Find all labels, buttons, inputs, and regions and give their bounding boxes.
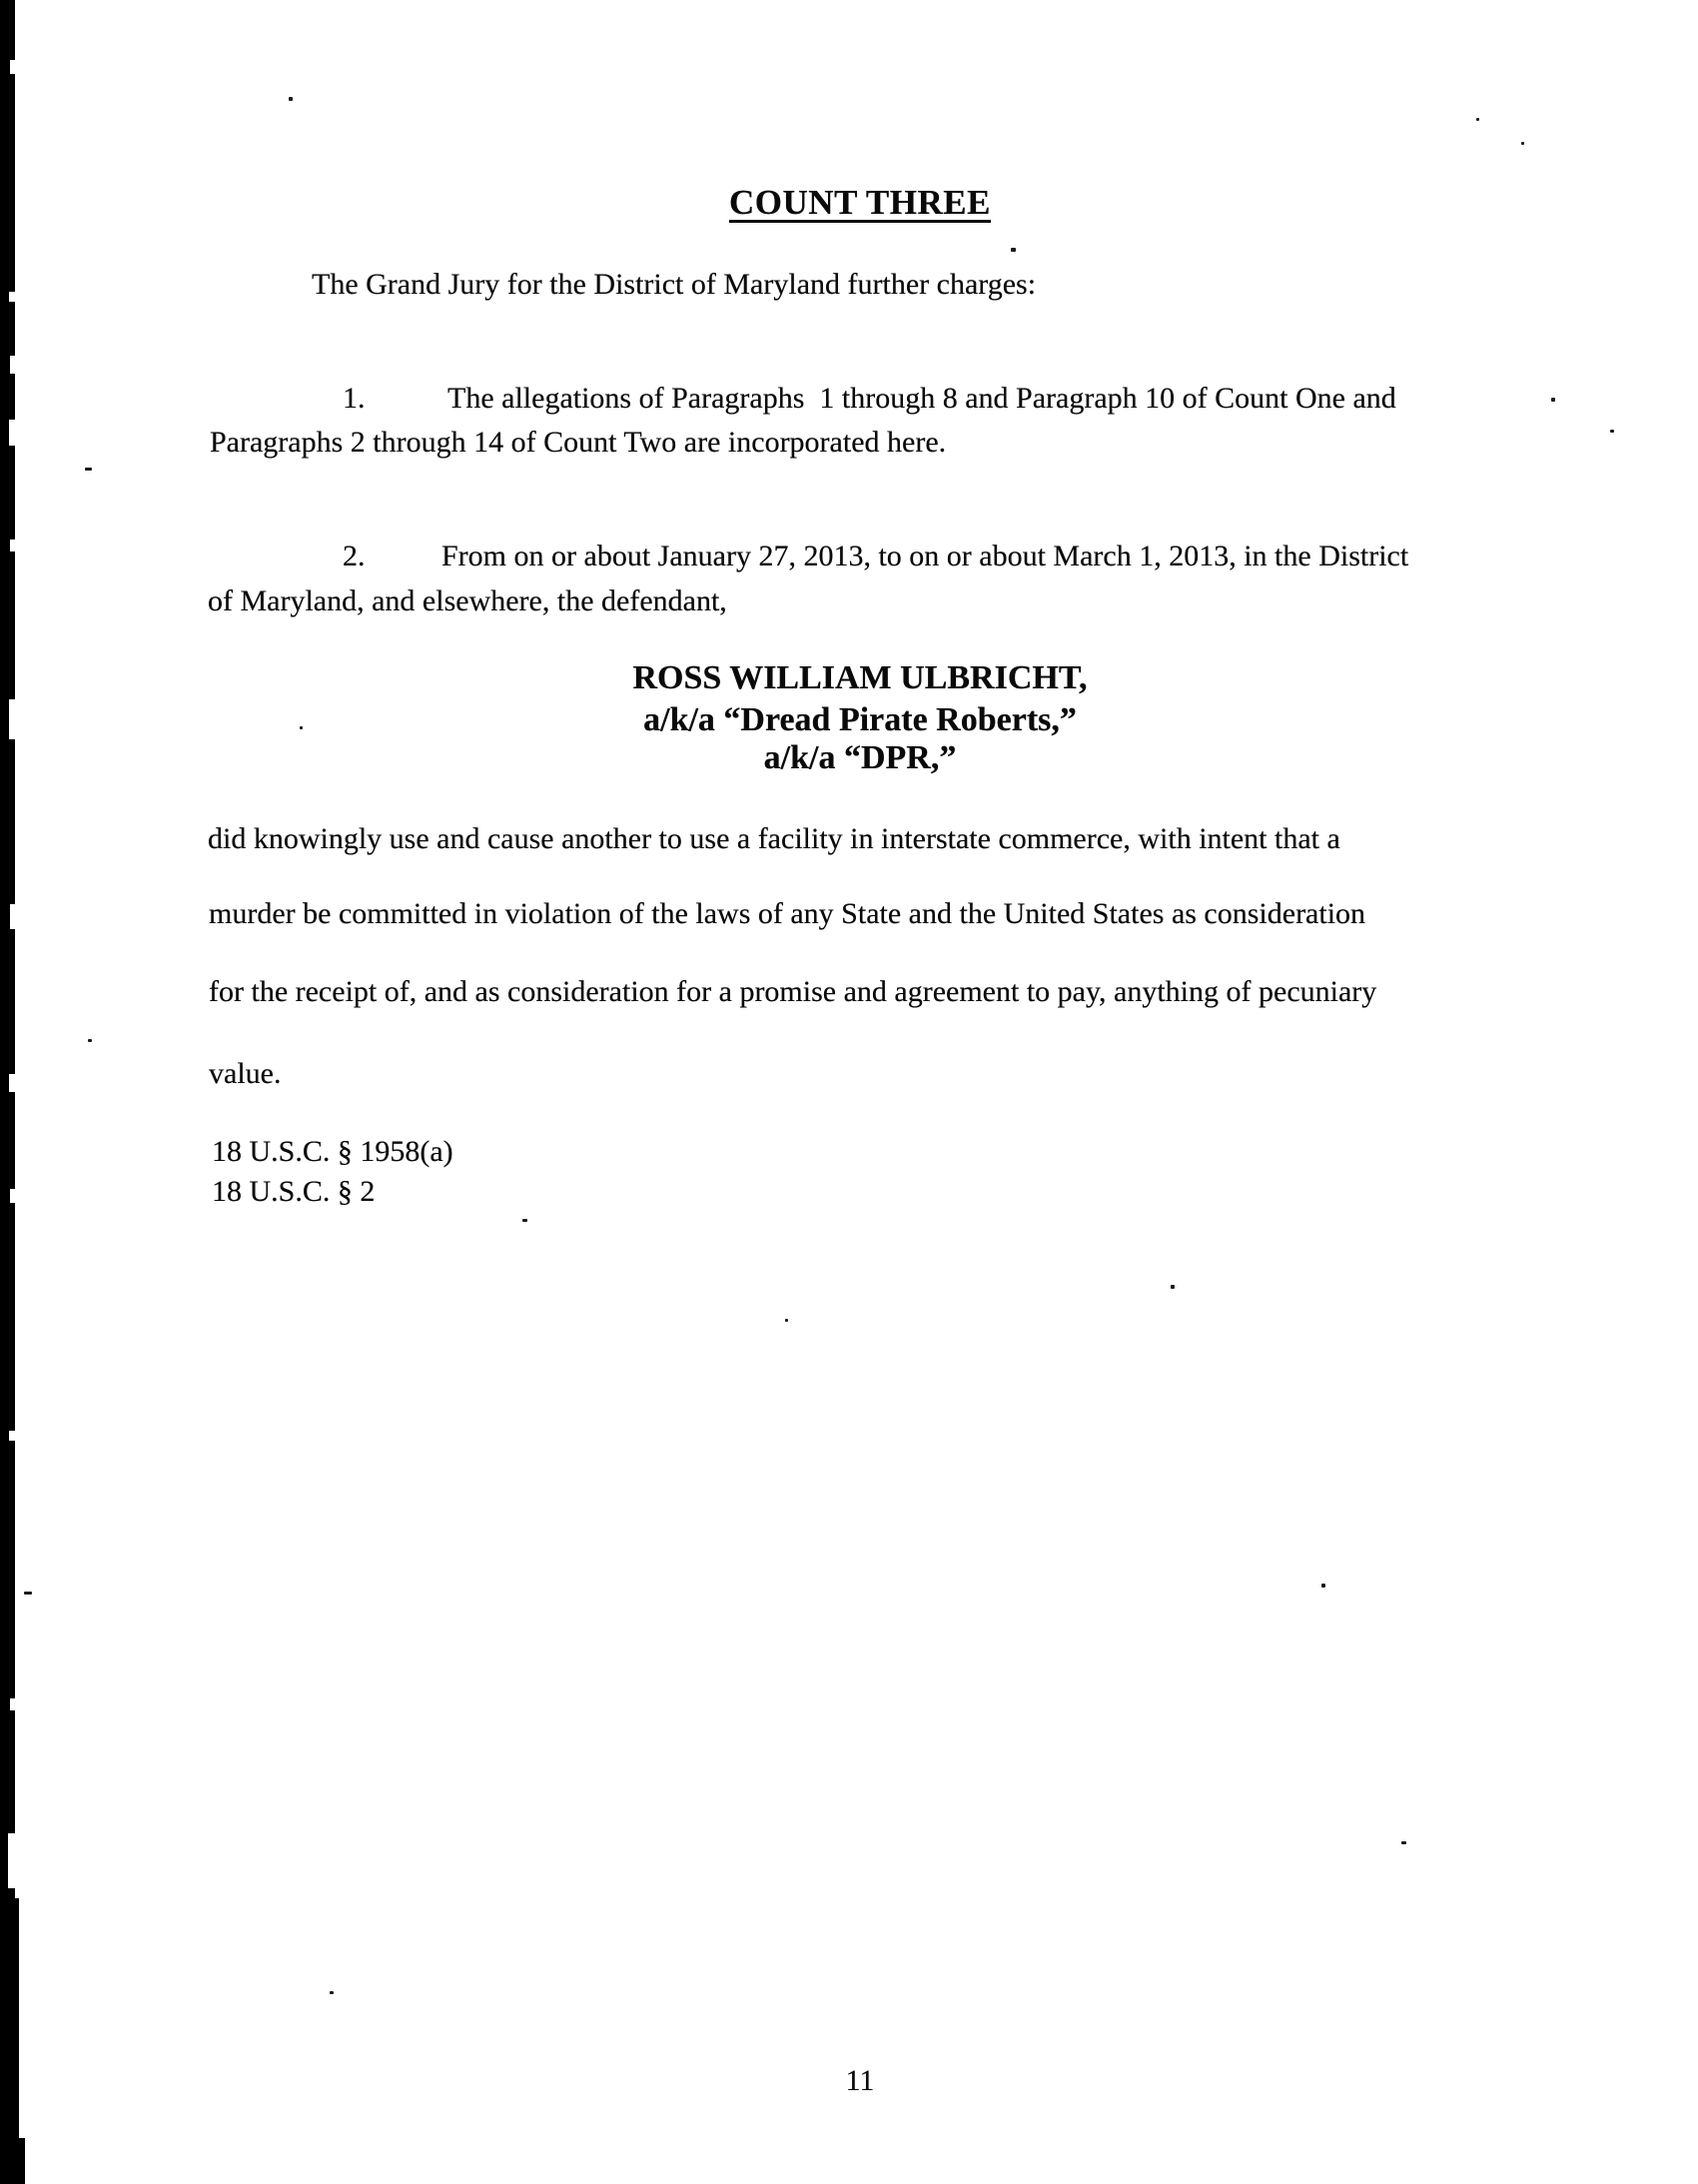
scan-band-notch	[10, 1189, 15, 1203]
scan-speck	[88, 1039, 92, 1042]
scan-speck	[1401, 1841, 1406, 1844]
defendant-alias-1: a/k/a “Dread Pirate Roberts,”	[643, 701, 1077, 738]
defendant-alias-2: a/k/a “DPR,”	[763, 739, 957, 776]
page-number: 11	[845, 2064, 875, 2097]
scan-speck	[1521, 142, 1524, 145]
charge-line-4: value.	[209, 1057, 282, 1090]
scan-band-notch	[10, 1698, 15, 1710]
paragraph-1-line-2: Paragraphs 2 through 14 of Count Two are incorporated here.	[210, 426, 947, 459]
scan-band-notch	[9, 1431, 15, 1441]
charge-line-3: for the receipt of, and as consideration for a promise and agreement to pay, anything of pecuniary	[209, 975, 1377, 1008]
scan-speck	[1551, 398, 1555, 402]
scan-speck	[300, 726, 303, 729]
grand-jury-intro: The Grand Jury for the District of Maryland further charges:	[312, 268, 1037, 301]
charge-line-2: murder be committed in violation of the laws of any State and the United States as consideration	[209, 897, 1366, 930]
scan-band-notch	[10, 540, 15, 551]
scan-speck	[1171, 1285, 1175, 1289]
defendant-name: ROSS WILLIAM ULBRICHT,	[632, 659, 1088, 696]
scan-band-notch	[9, 699, 15, 739]
scan-speck	[1610, 430, 1614, 433]
scan-speck	[785, 1319, 788, 1322]
scan-band-notch	[9, 420, 15, 446]
paragraph-2-line-2: of Maryland, and elsewhere, the defendant,	[208, 584, 727, 617]
scan-band-notch	[9, 1074, 15, 1092]
statute-citation-1: 18 U.S.C. § 1958(a)	[212, 1135, 453, 1168]
scan-speck	[1321, 1584, 1325, 1588]
statute-citation-2: 18 U.S.C. § 2	[212, 1175, 376, 1208]
scan-band-notch	[10, 356, 15, 374]
scan-speck	[330, 1991, 334, 1994]
scan-speck	[522, 1219, 527, 1222]
paragraph-1-number: 1.	[343, 382, 366, 415]
scan-edge-band	[0, 0, 15, 2184]
scan-band-notch	[10, 904, 15, 929]
paragraph-2-text: From on or about January 27, 2013, to on or about March 1, 2013, in the District	[441, 540, 1409, 572]
paragraph-1-text: The allegations of Paragraphs 1 through 8 and Paragraph 10 of Count One and	[447, 382, 1396, 415]
scan-speck	[24, 1592, 32, 1595]
scan-band-notch	[10, 60, 15, 74]
paragraph-2-number: 2.	[343, 540, 366, 572]
scan-edge-step	[0, 2138, 25, 2184]
scan-speck	[85, 468, 92, 471]
count-heading: COUNT THREE	[729, 183, 991, 222]
scan-speck	[1476, 118, 1479, 121]
scan-band-notch	[8, 1833, 15, 1888]
scan-speck	[1011, 248, 1016, 252]
scan-speck	[289, 97, 293, 101]
charge-line-1: did knowingly use and cause another to use a facility in interstate commerce, with intent that a	[208, 822, 1340, 855]
scan-band-notch	[9, 292, 15, 302]
